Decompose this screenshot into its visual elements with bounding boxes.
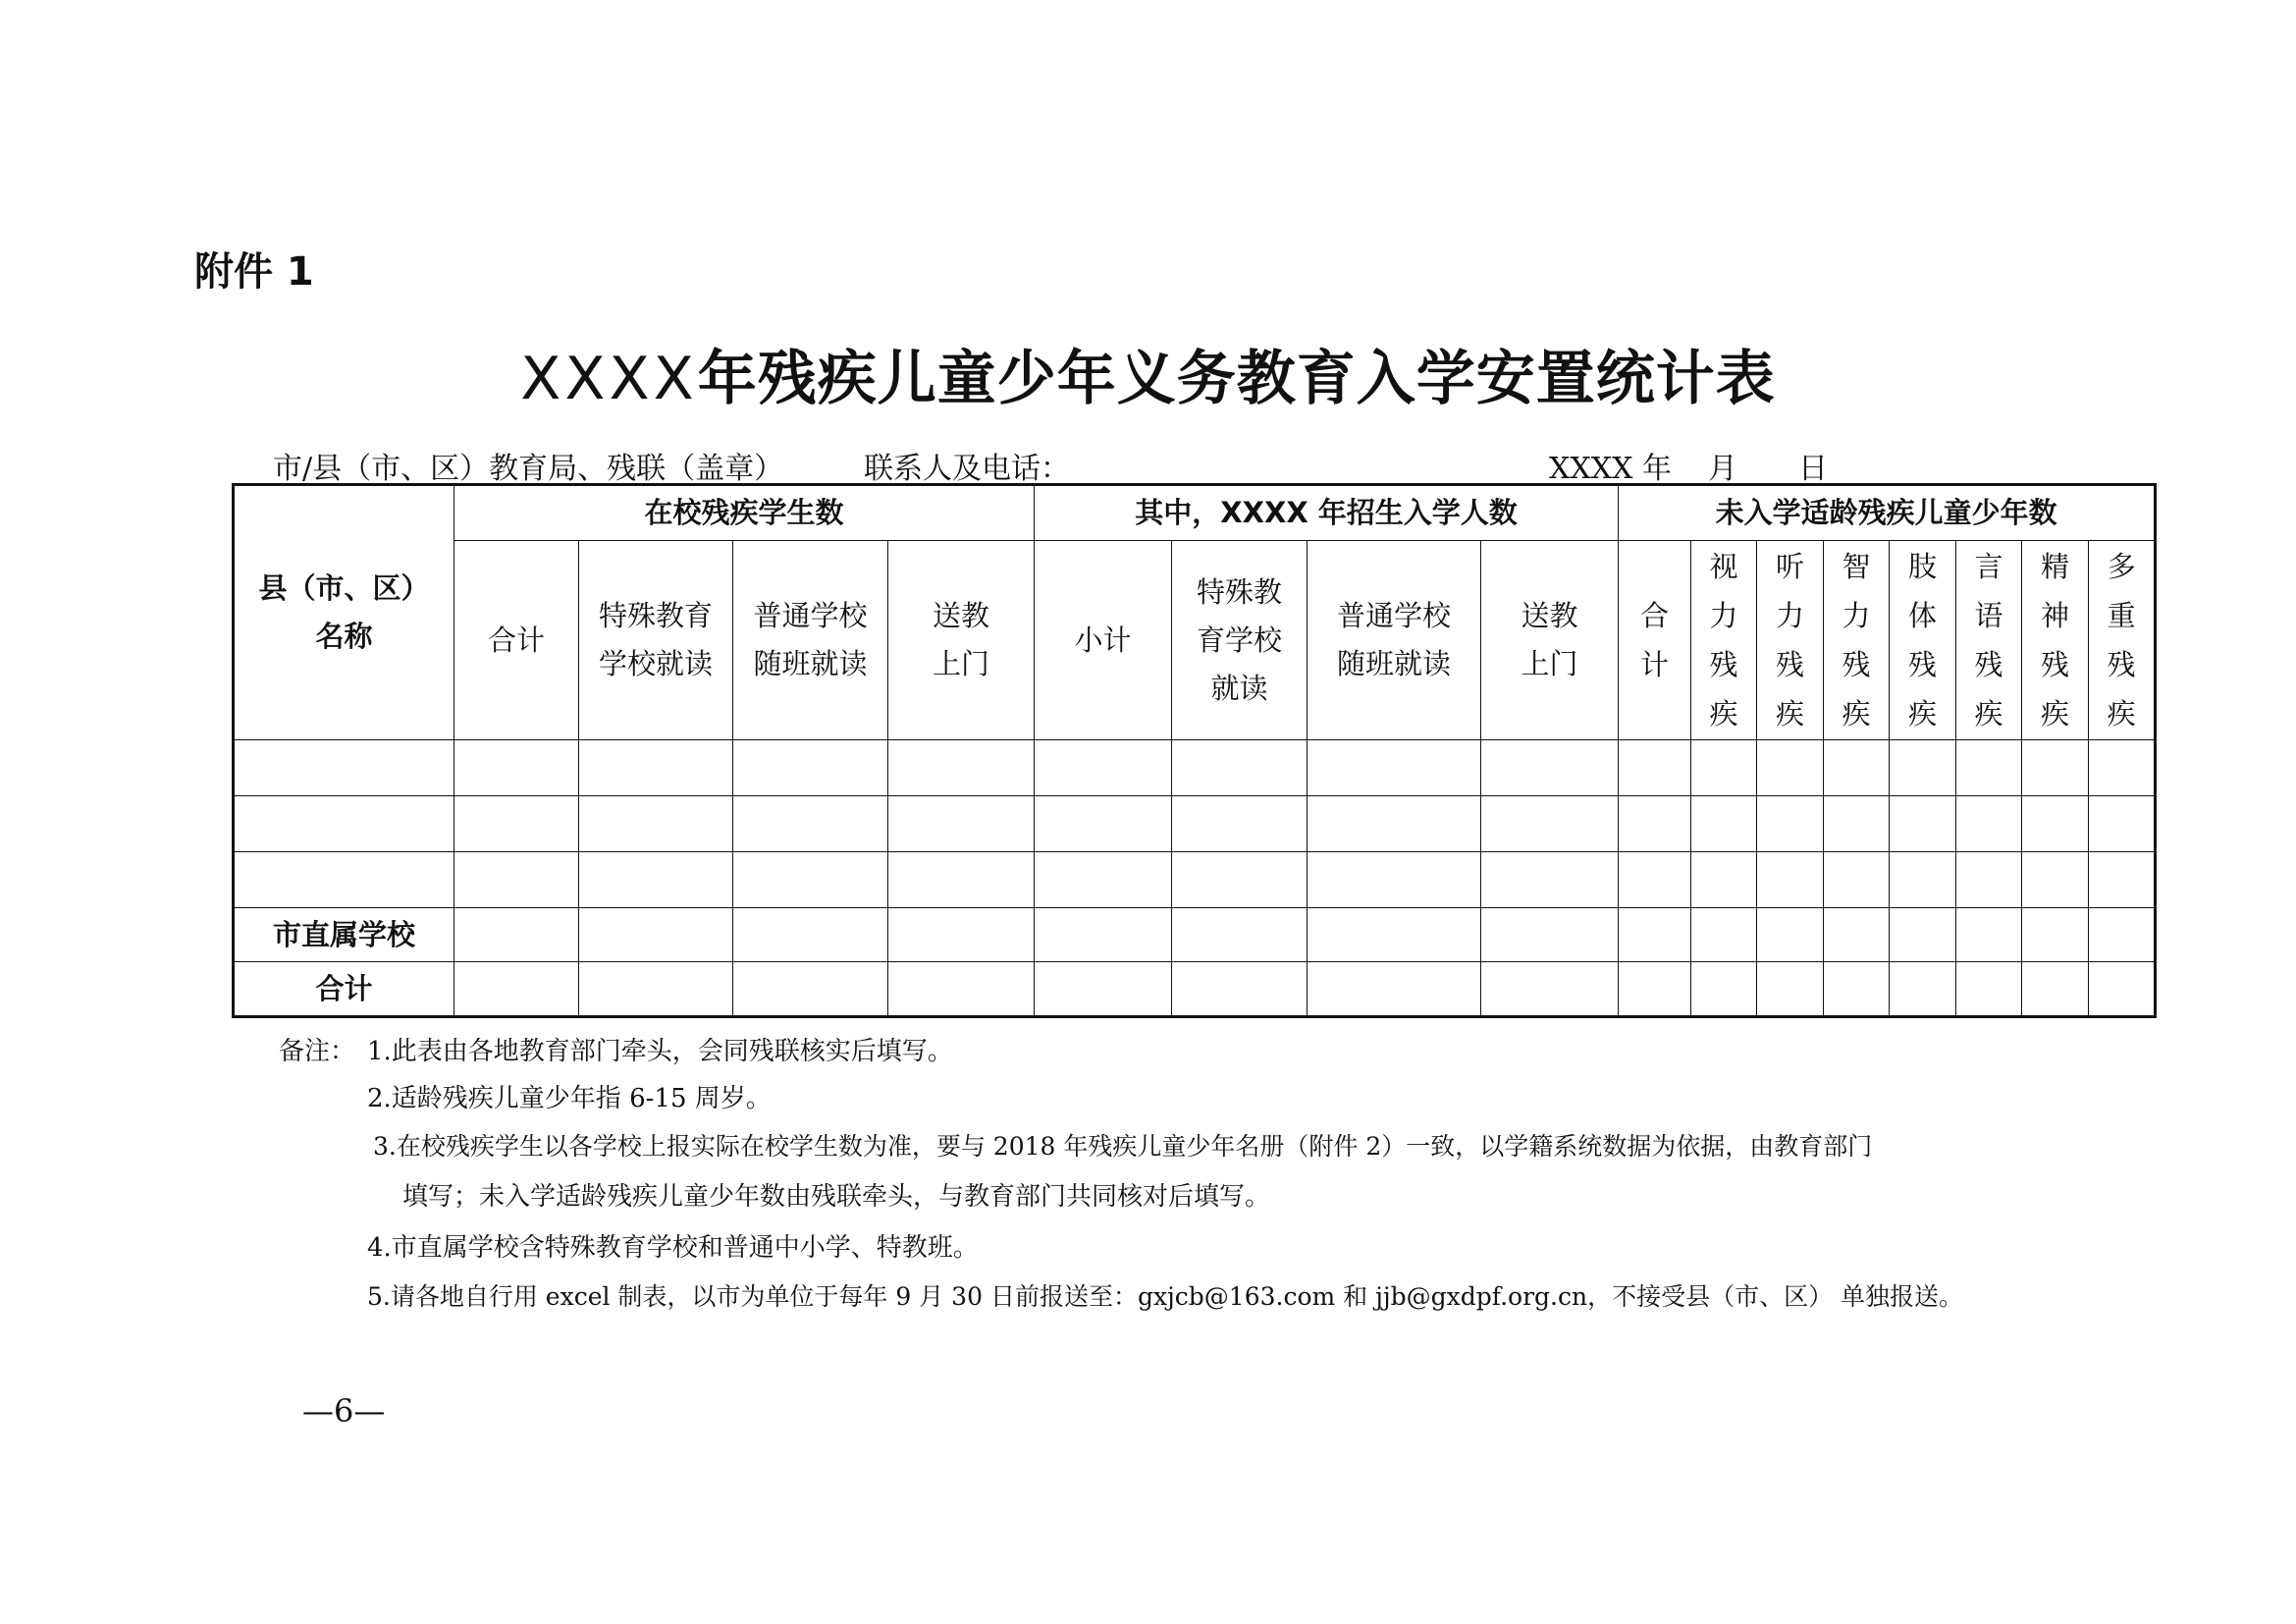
data-cell [2089, 962, 2156, 1017]
data-cell [1824, 962, 1890, 1017]
data-cell [1757, 740, 1824, 796]
header-char: 肢 [1908, 550, 1938, 583]
header-line: 就读 [1210, 671, 1268, 705]
subheader-day: 日 [1798, 452, 1828, 486]
enrolled-home-teaching-header [888, 541, 1035, 740]
data-cell [1956, 852, 2022, 908]
data-cell [1308, 796, 1481, 852]
data-cell [1172, 852, 1308, 908]
header-char: 疾 [2041, 697, 2070, 731]
region-header-line: 县（市、区） [258, 571, 430, 605]
header-line: 送教 [933, 599, 990, 632]
data-cell [2022, 962, 2089, 1017]
header-char: 力 [1776, 599, 1805, 632]
region-name-header [234, 485, 454, 740]
header-line: 学校就读 [598, 647, 713, 680]
data-cell [888, 908, 1035, 962]
data-cell [1619, 796, 1691, 852]
total-label: 合计 [234, 962, 454, 1017]
enrolled-students-header: 在校残疾学生数 [454, 485, 1035, 541]
header-line: 普通学校 [753, 599, 868, 632]
data-cell [2089, 796, 2156, 852]
header-char: 残 [1974, 648, 2003, 681]
enrolled-special-school-header [579, 541, 733, 740]
subheader-month: 月 [1708, 452, 1737, 486]
header-char: 疾 [1842, 697, 1871, 731]
admission-subtotal-header: 小计 [1035, 541, 1172, 740]
header-line: 随班就读 [1337, 647, 1452, 680]
data-cell [2089, 852, 2156, 908]
data-cell [1172, 740, 1308, 796]
data-cell [2022, 740, 2089, 796]
header-char: 疾 [2107, 697, 2136, 731]
admission-home-teaching-header [1481, 541, 1619, 740]
data-cell [2089, 740, 2156, 796]
data-cell [1035, 908, 1172, 962]
statistics-table [232, 483, 2157, 1018]
data-cell [733, 796, 888, 852]
mental-disability-header [2022, 541, 2089, 740]
header-char: 残 [1908, 648, 1938, 681]
data-cell [1757, 962, 1824, 1017]
data-cell [454, 962, 579, 1017]
hearing-disability-header [1757, 541, 1824, 740]
data-cell [1824, 852, 1890, 908]
page-title [0, 332, 2296, 416]
multiple-disability-header [2089, 541, 2156, 740]
header-char: 精 [2041, 550, 2070, 583]
data-cell [1481, 796, 1619, 852]
title-text: 年残疾儿童少年义务教育入学安置统计表 [697, 345, 1776, 413]
visual-disability-header [1691, 541, 1757, 740]
data-cell [888, 796, 1035, 852]
data-cell [1691, 740, 1757, 796]
sub-header-row [234, 541, 2156, 740]
data-cell [1481, 740, 1619, 796]
physical-disability-header [1890, 541, 1956, 740]
data-cell [1956, 962, 2022, 1017]
admission-regular-school-header [1308, 541, 1481, 740]
new-admissions-header: 其中，XXXX 年招生入学人数 [1035, 485, 1619, 541]
data-cell [1691, 852, 1757, 908]
data-cell [579, 740, 733, 796]
header-line: 上门 [1521, 647, 1578, 680]
header-char: 疾 [1908, 697, 1938, 731]
data-cell [1619, 962, 1691, 1017]
data-cell [2022, 852, 2089, 908]
admission-special-school-header [1172, 541, 1308, 740]
data-cell [1308, 908, 1481, 962]
not-enrolled-total-header [1619, 541, 1691, 740]
header-char: 重 [2107, 599, 2136, 632]
data-cell [1172, 796, 1308, 852]
attachment-label: 附件 1 [194, 249, 314, 295]
table-row [234, 852, 2156, 908]
header-line: 上门 [933, 647, 990, 680]
header-line: 普通学校 [1337, 599, 1452, 632]
data-cell [1956, 908, 2022, 962]
data-cell [1619, 908, 1691, 962]
data-cell [733, 740, 888, 796]
header-char: 残 [1842, 648, 1871, 681]
data-cell [1824, 908, 1890, 962]
subheader-unit: 市/县（市、区）教育局、残联（盖章） [273, 452, 784, 486]
header-char: 疾 [1709, 697, 1738, 731]
header-char: 智 [1842, 550, 1871, 583]
subheader-contact: 联系人及电话： [864, 452, 1070, 486]
data-cell [1824, 796, 1890, 852]
note-2: 2.适龄残疾儿童少年指 6-15 周岁。 [367, 1084, 772, 1113]
data-cell [1481, 852, 1619, 908]
data-cell [1308, 962, 1481, 1017]
note-3-continued: 填写；未入学适龄残疾儿童少年数由残联牵头，与教育部门共同核对后填写。 [402, 1182, 1271, 1212]
note-5: 5.请各地自行用 excel 制表，以市为单位于每年 9 月 30 日前报送至：gxjcb@163.com 和 jjb@gxdpf.org.cn，不接受县（市、区） 单独报送。 [367, 1282, 1964, 1311]
data-cell [1691, 962, 1757, 1017]
row-label-cell [234, 852, 454, 908]
speech-disability-header [1956, 541, 2022, 740]
data-cell [1308, 740, 1481, 796]
data-cell [1890, 740, 1956, 796]
header-char: 语 [1974, 599, 2003, 632]
enrolled-total-header: 合计 [454, 541, 579, 740]
data-cell [1619, 852, 1691, 908]
header-char: 疾 [1776, 697, 1805, 731]
data-cell [454, 852, 579, 908]
title-year: XXXX [520, 345, 698, 413]
data-cell [1035, 962, 1172, 1017]
data-cell [1308, 852, 1481, 908]
header-char: 视 [1709, 550, 1738, 583]
data-cell [579, 908, 733, 962]
data-cell [1824, 740, 1890, 796]
note-4: 4.市直属学校含特殊教育学校和普通中小学、特教班。 [367, 1233, 979, 1263]
table-row [234, 740, 2156, 796]
data-cell [1890, 962, 1956, 1017]
row-label-cell [234, 796, 454, 852]
enrolled-regular-school-header [733, 541, 888, 740]
data-cell [2089, 908, 2156, 962]
note-3: 3.在校残疾学生以各学校上报实际在校学生数为准，要与 2018 年残疾儿童少年名册（附件 2）一致，以学籍系统数据为依据，由教育部门 [373, 1132, 1873, 1161]
intellectual-disability-header [1824, 541, 1890, 740]
group-header-row [234, 485, 2156, 541]
subheader-year: XXXX 年 [1549, 452, 1672, 486]
data-cell [1757, 908, 1824, 962]
data-cell [1481, 908, 1619, 962]
data-cell [1035, 852, 1172, 908]
data-cell [733, 852, 888, 908]
header-char: 听 [1776, 550, 1805, 583]
note-1: 1.此表由各地教育部门牵头，会同残联核实后填写。 [367, 1037, 953, 1066]
header-line: 育学校 [1197, 623, 1283, 657]
data-cell [1890, 852, 1956, 908]
data-cell [1035, 796, 1172, 852]
data-cell [733, 908, 888, 962]
region-header-line: 名称 [315, 620, 373, 653]
data-cell [579, 796, 733, 852]
total-row [234, 962, 2156, 1017]
table-row [234, 796, 2156, 852]
header-char: 力 [1842, 599, 1871, 632]
data-cell [1035, 740, 1172, 796]
data-cell [1619, 740, 1691, 796]
data-cell [733, 962, 888, 1017]
data-cell [1956, 740, 2022, 796]
header-char: 力 [1709, 599, 1738, 632]
data-cell [579, 962, 733, 1017]
data-cell [454, 740, 579, 796]
header-char: 残 [2107, 648, 2136, 681]
header-char: 残 [1776, 648, 1805, 681]
not-enrolled-header: 未入学适龄残疾儿童少年数 [1619, 485, 2156, 541]
data-cell [1757, 796, 1824, 852]
data-cell [1691, 796, 1757, 852]
header-char: 言 [1974, 550, 2003, 583]
data-cell [888, 740, 1035, 796]
data-cell [1691, 908, 1757, 962]
row-label-cell [234, 740, 454, 796]
page-number: —6— [302, 1392, 386, 1430]
data-cell [2022, 796, 2089, 852]
header-char: 疾 [1974, 697, 2003, 731]
city-schools-row [234, 908, 2156, 962]
data-cell [454, 908, 579, 962]
data-cell [888, 962, 1035, 1017]
data-cell [579, 852, 733, 908]
header-line: 特殊教 [1197, 574, 1283, 609]
data-cell [1172, 908, 1308, 962]
data-cell [1172, 962, 1308, 1017]
data-cell [454, 796, 579, 852]
header-line: 送教 [1521, 599, 1578, 632]
data-cell [1956, 796, 2022, 852]
city-schools-label: 市直属学校 [234, 908, 454, 962]
header-char: 计 [1640, 648, 1670, 681]
data-cell [1890, 796, 1956, 852]
header-char: 体 [1908, 599, 1938, 632]
header-line: 特殊教育 [598, 599, 713, 632]
data-cell [888, 852, 1035, 908]
header-char: 残 [1709, 648, 1738, 681]
header-char: 神 [2041, 599, 2070, 632]
data-cell [1481, 962, 1619, 1017]
header-char: 多 [2107, 550, 2136, 583]
header-char: 合 [1640, 599, 1670, 632]
header-char: 残 [2041, 648, 2070, 681]
data-cell [2022, 908, 2089, 962]
data-cell [1757, 852, 1824, 908]
notes-prefix: 备注： [279, 1037, 356, 1066]
data-cell [1890, 908, 1956, 962]
header-line: 随班就读 [753, 647, 868, 680]
